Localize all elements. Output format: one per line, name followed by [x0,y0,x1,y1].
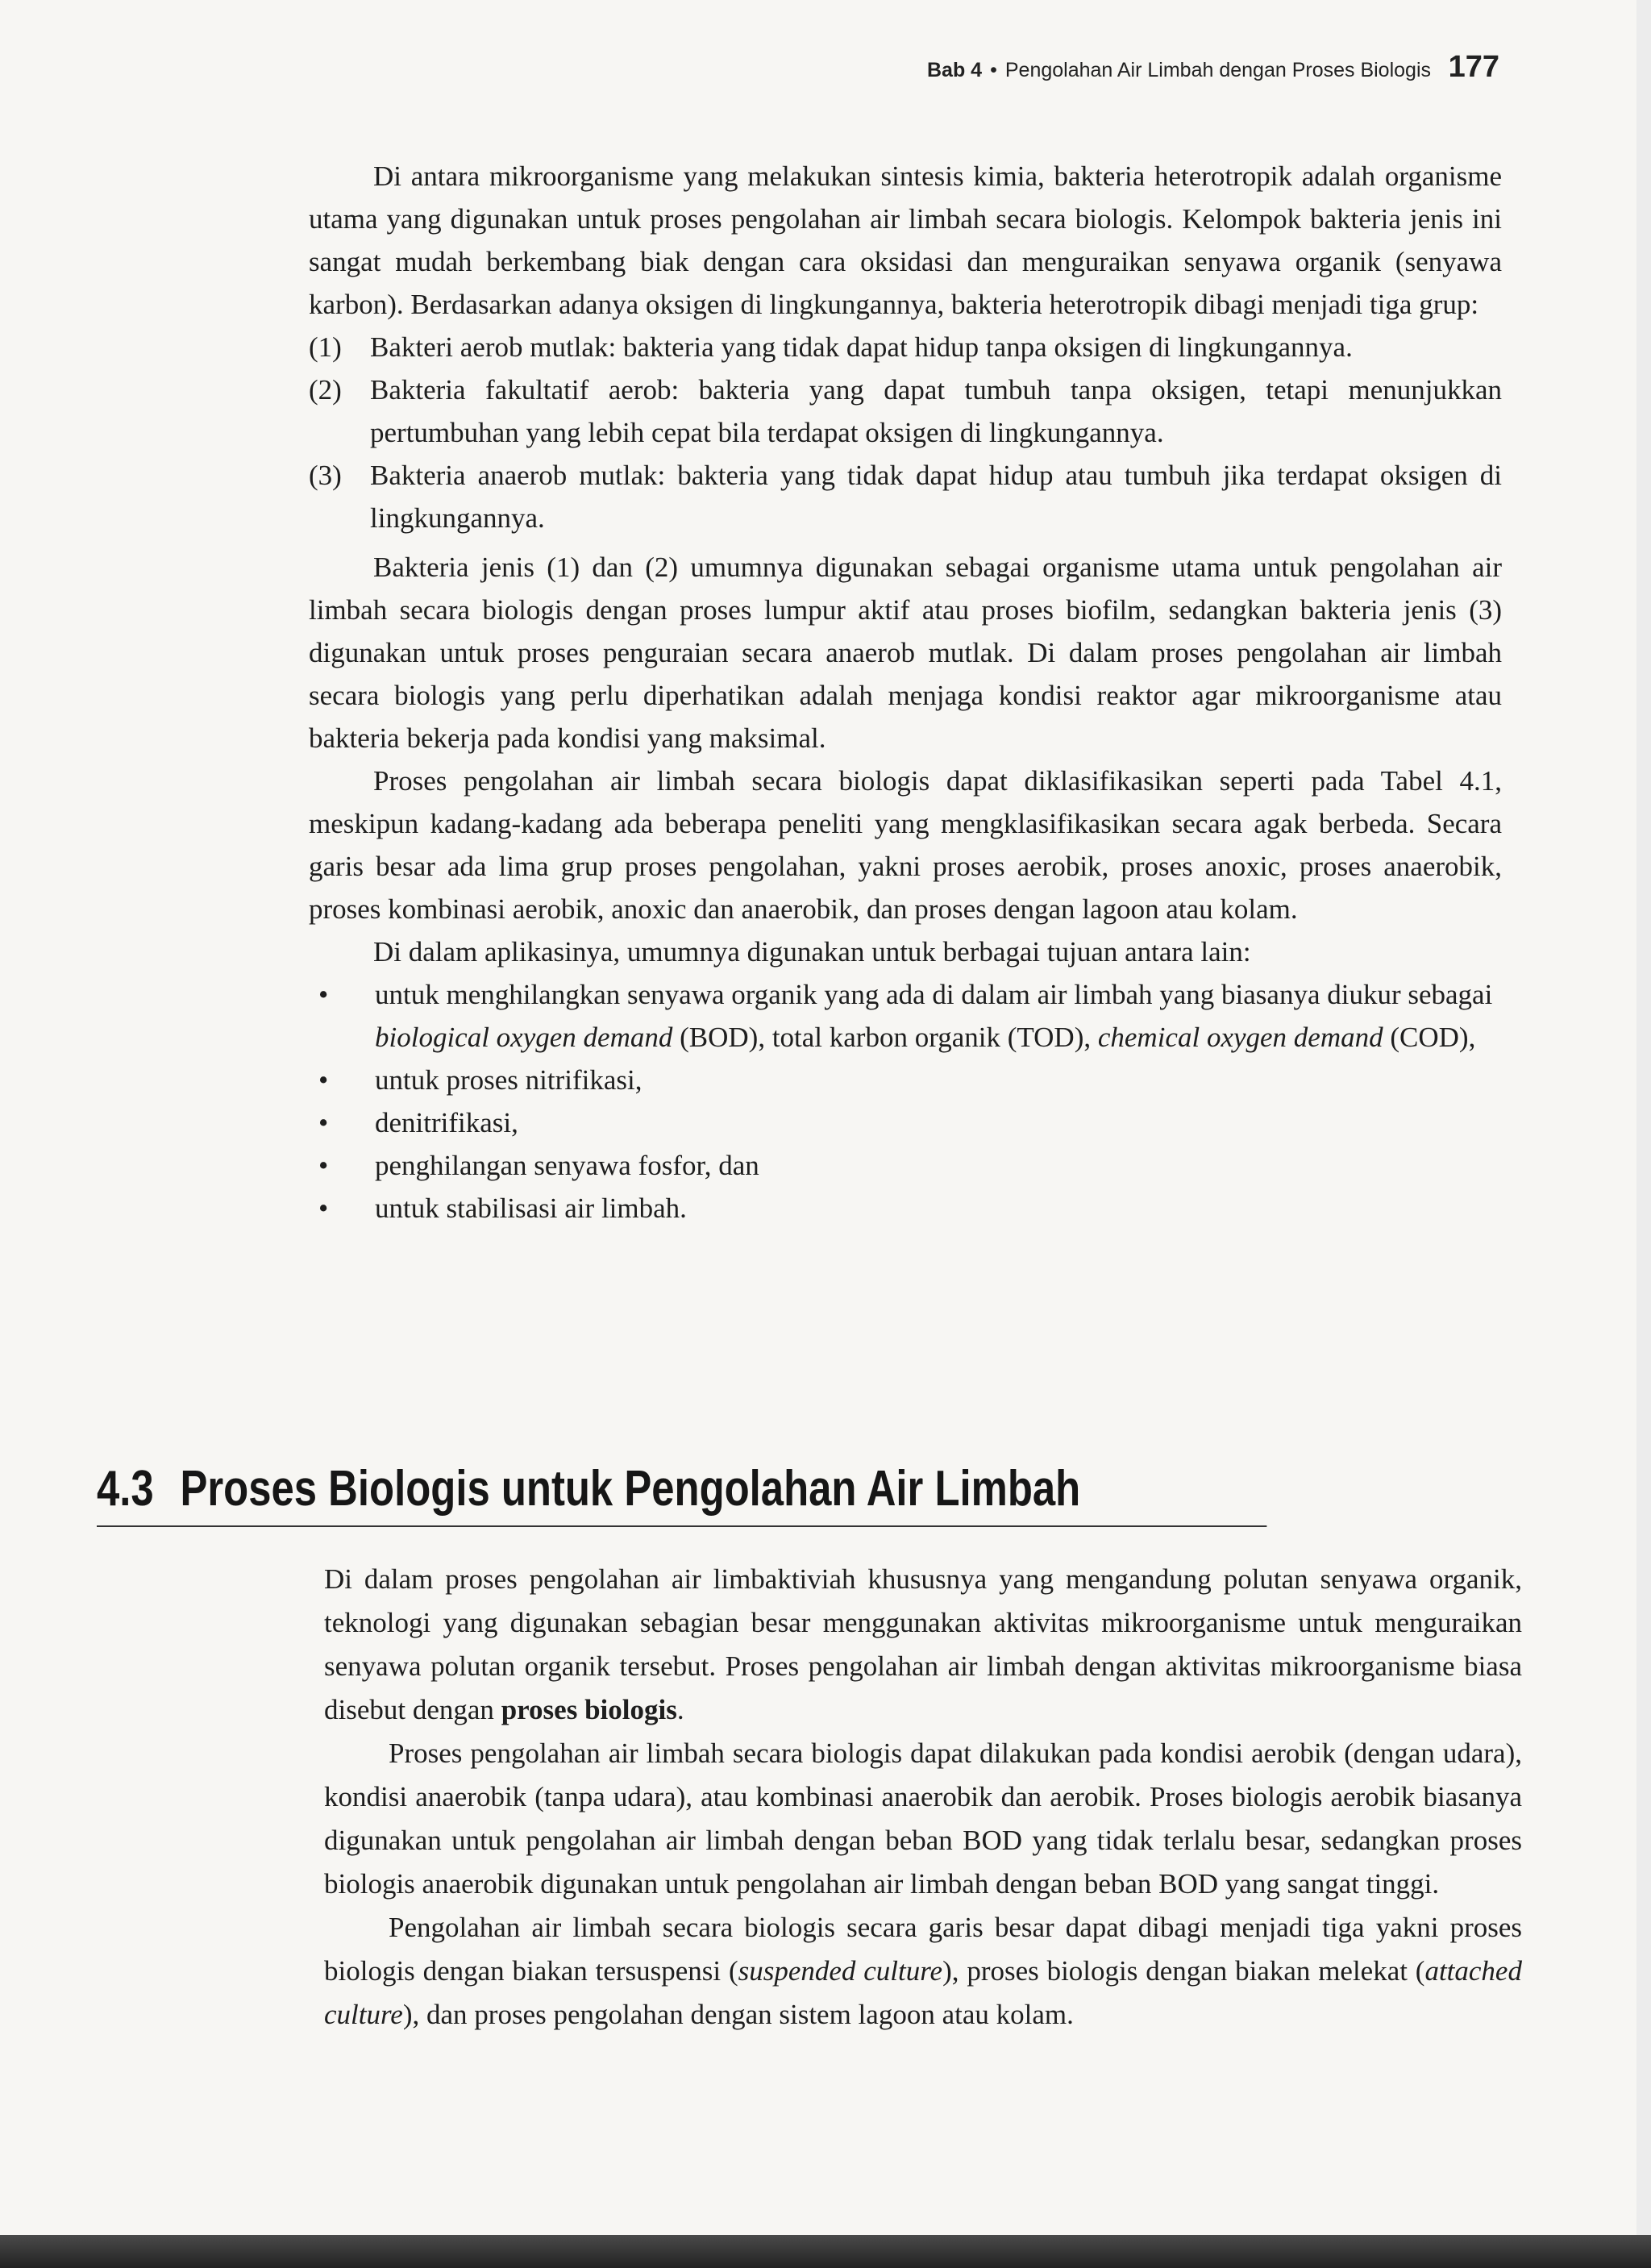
bacteria-group-list [309,326,1502,539]
header-separator: • [990,59,997,81]
list-item: • untuk menghilangkan senyawa organik yang ada di dalam air limbah yang biasanya diukur sebagai biological oxygen demand (BOD), total karbon organik (TOD), chemical oxygen demand (COD), [318,979,1493,1053]
chapter-label: Bab 4 [927,59,983,81]
list-item: • untuk stabilisasi air limbah. [318,1192,687,1224]
paragraph-bacteria-usage: Bakteria jenis (1) dan (2) umumnya digunakan sebagai organisme utama untuk pengolahan air limbah secara biologis dengan proses lumpur aktif atau proses biofilm, sedangkan bakteria jenis (3) digunakan untuk proses penguraian secara anaerob mutlak. Di dalam proses pengolahan air limbah secara biologis yang perlu diperhatikan adalah menjaga kondisi reaktor agar mikroorganisme atau bakteria bekerja pada kondisi yang maksimal. [309,551,1502,754]
paragraph-heterotrophic: Di antara mikroorganisme yang melakukan sintesis kimia, bakteria heterotropik adalah organisme utama yang digunakan untuk proses pengolahan air limbah secara biologis. Kelompok bakteria jenis ini sangat mudah berkembang biak dengan cara oksidasi dan menguraikan senyawa organik (senyawa karbon). Berdasarkan adanya oksigen di lingkungannya, bakteria heterotropik dibagi menjadi tiga grup: [309,160,1502,320]
running-header [927,50,1499,85]
paragraph-application: Di dalam aplikasinya, umumnya digunakan untuk berbagai tujuan antara lain: [373,936,1251,968]
section-body [324,1558,1522,2037]
intro-section [309,155,1502,1230]
paragraph-classification: Proses pengolahan air limbah secara biologis dapat diklasifikasikan seperti pada Tabel 4.1, meskipun kadang-kadang ada beberapa peneliti yang mengklasifikasikan secara agak berbeda. Secara garis besar ada lima grup proses pengolahan, yakni proses aerobik, proses anoxic, proses anaerobik, proses kombinasi aerobik, anoxic dan anaerobik, dan proses dengan lagoon atau kolam. [309,765,1502,925]
scan-edge [0,2235,1651,2268]
list-item: • untuk proses nitrifikasi, [318,1064,643,1096]
purpose-list [318,973,1502,1230]
list-item: (2) Bakteria fakultatif aerob: bakteria yang dapat tumbuh tanpa oksigen, tetapi menunjukkan pertumbuhan yang lebih cepat bila terdapat oksigen di lingkungannya. [309,374,1502,448]
paragraph-biological-process: Di dalam proses pengolahan air limbaktiviah khususnya yang mengandung polutan senyawa organik, teknologi yang digunakan sebagian besar menggunakan aktivitas mikroorganisme untuk menguraikan senyawa polutan organik tersebut. Proses pengolahan air limbah dengan aktivitas mikroorganisme biasa disebut dengan proses biologis. [324,1563,1522,1725]
paragraph-aerobic-anaerobic: Proses pengolahan air limbah secara biologis dapat dilakukan pada kondisi aerobik (dengan udara), kondisi anaerobik (tanpa udara), atau kombinasi anaerobik dan aerobik. Proses biologis aerobik biasanya digunakan untuk pengolahan air limbah dengan beban BOD yang tidak terlalu besar, sedangkan proses biologis anaerobik digunakan untuk pengolahan air limbah dengan beban BOD yang sangat tinggi. [324,1737,1522,1900]
list-item: (3) Bakteria anaerob mutlak: bakteria yang tidak dapat hidup atau tumbuh jika terdapat oksigen di lingkungannya. [309,460,1502,534]
list-item: • penghilangan senyawa fosfor, dan [318,1150,759,1181]
section-heading [97,1458,1266,1527]
page-number: 177 [1448,50,1499,84]
chapter-title: Pengolahan Air Limbah dengan Proses Biologis [1004,59,1431,81]
section-title: Proses Biologis untuk Pengolahan Air Limbah [180,1461,1081,1517]
list-item: (1) Bakteri aerob mutlak: bakteria yang tidak dapat hidup tanpa oksigen di lingkungannya. [309,331,1353,363]
section-number: 4.3 [97,1461,154,1517]
paragraph-culture-types: Pengolahan air limbah secara biologis secara garis besar dapat dibagi menjadi tiga yakni proses biologis dengan biakan tersuspensi (suspended culture), proses biologis dengan biakan melekat (attached culture), dan proses pengolahan dengan sistem lagoon atau kolam. [324,1912,1522,2030]
list-item: • denitrifikasi, [318,1107,518,1138]
